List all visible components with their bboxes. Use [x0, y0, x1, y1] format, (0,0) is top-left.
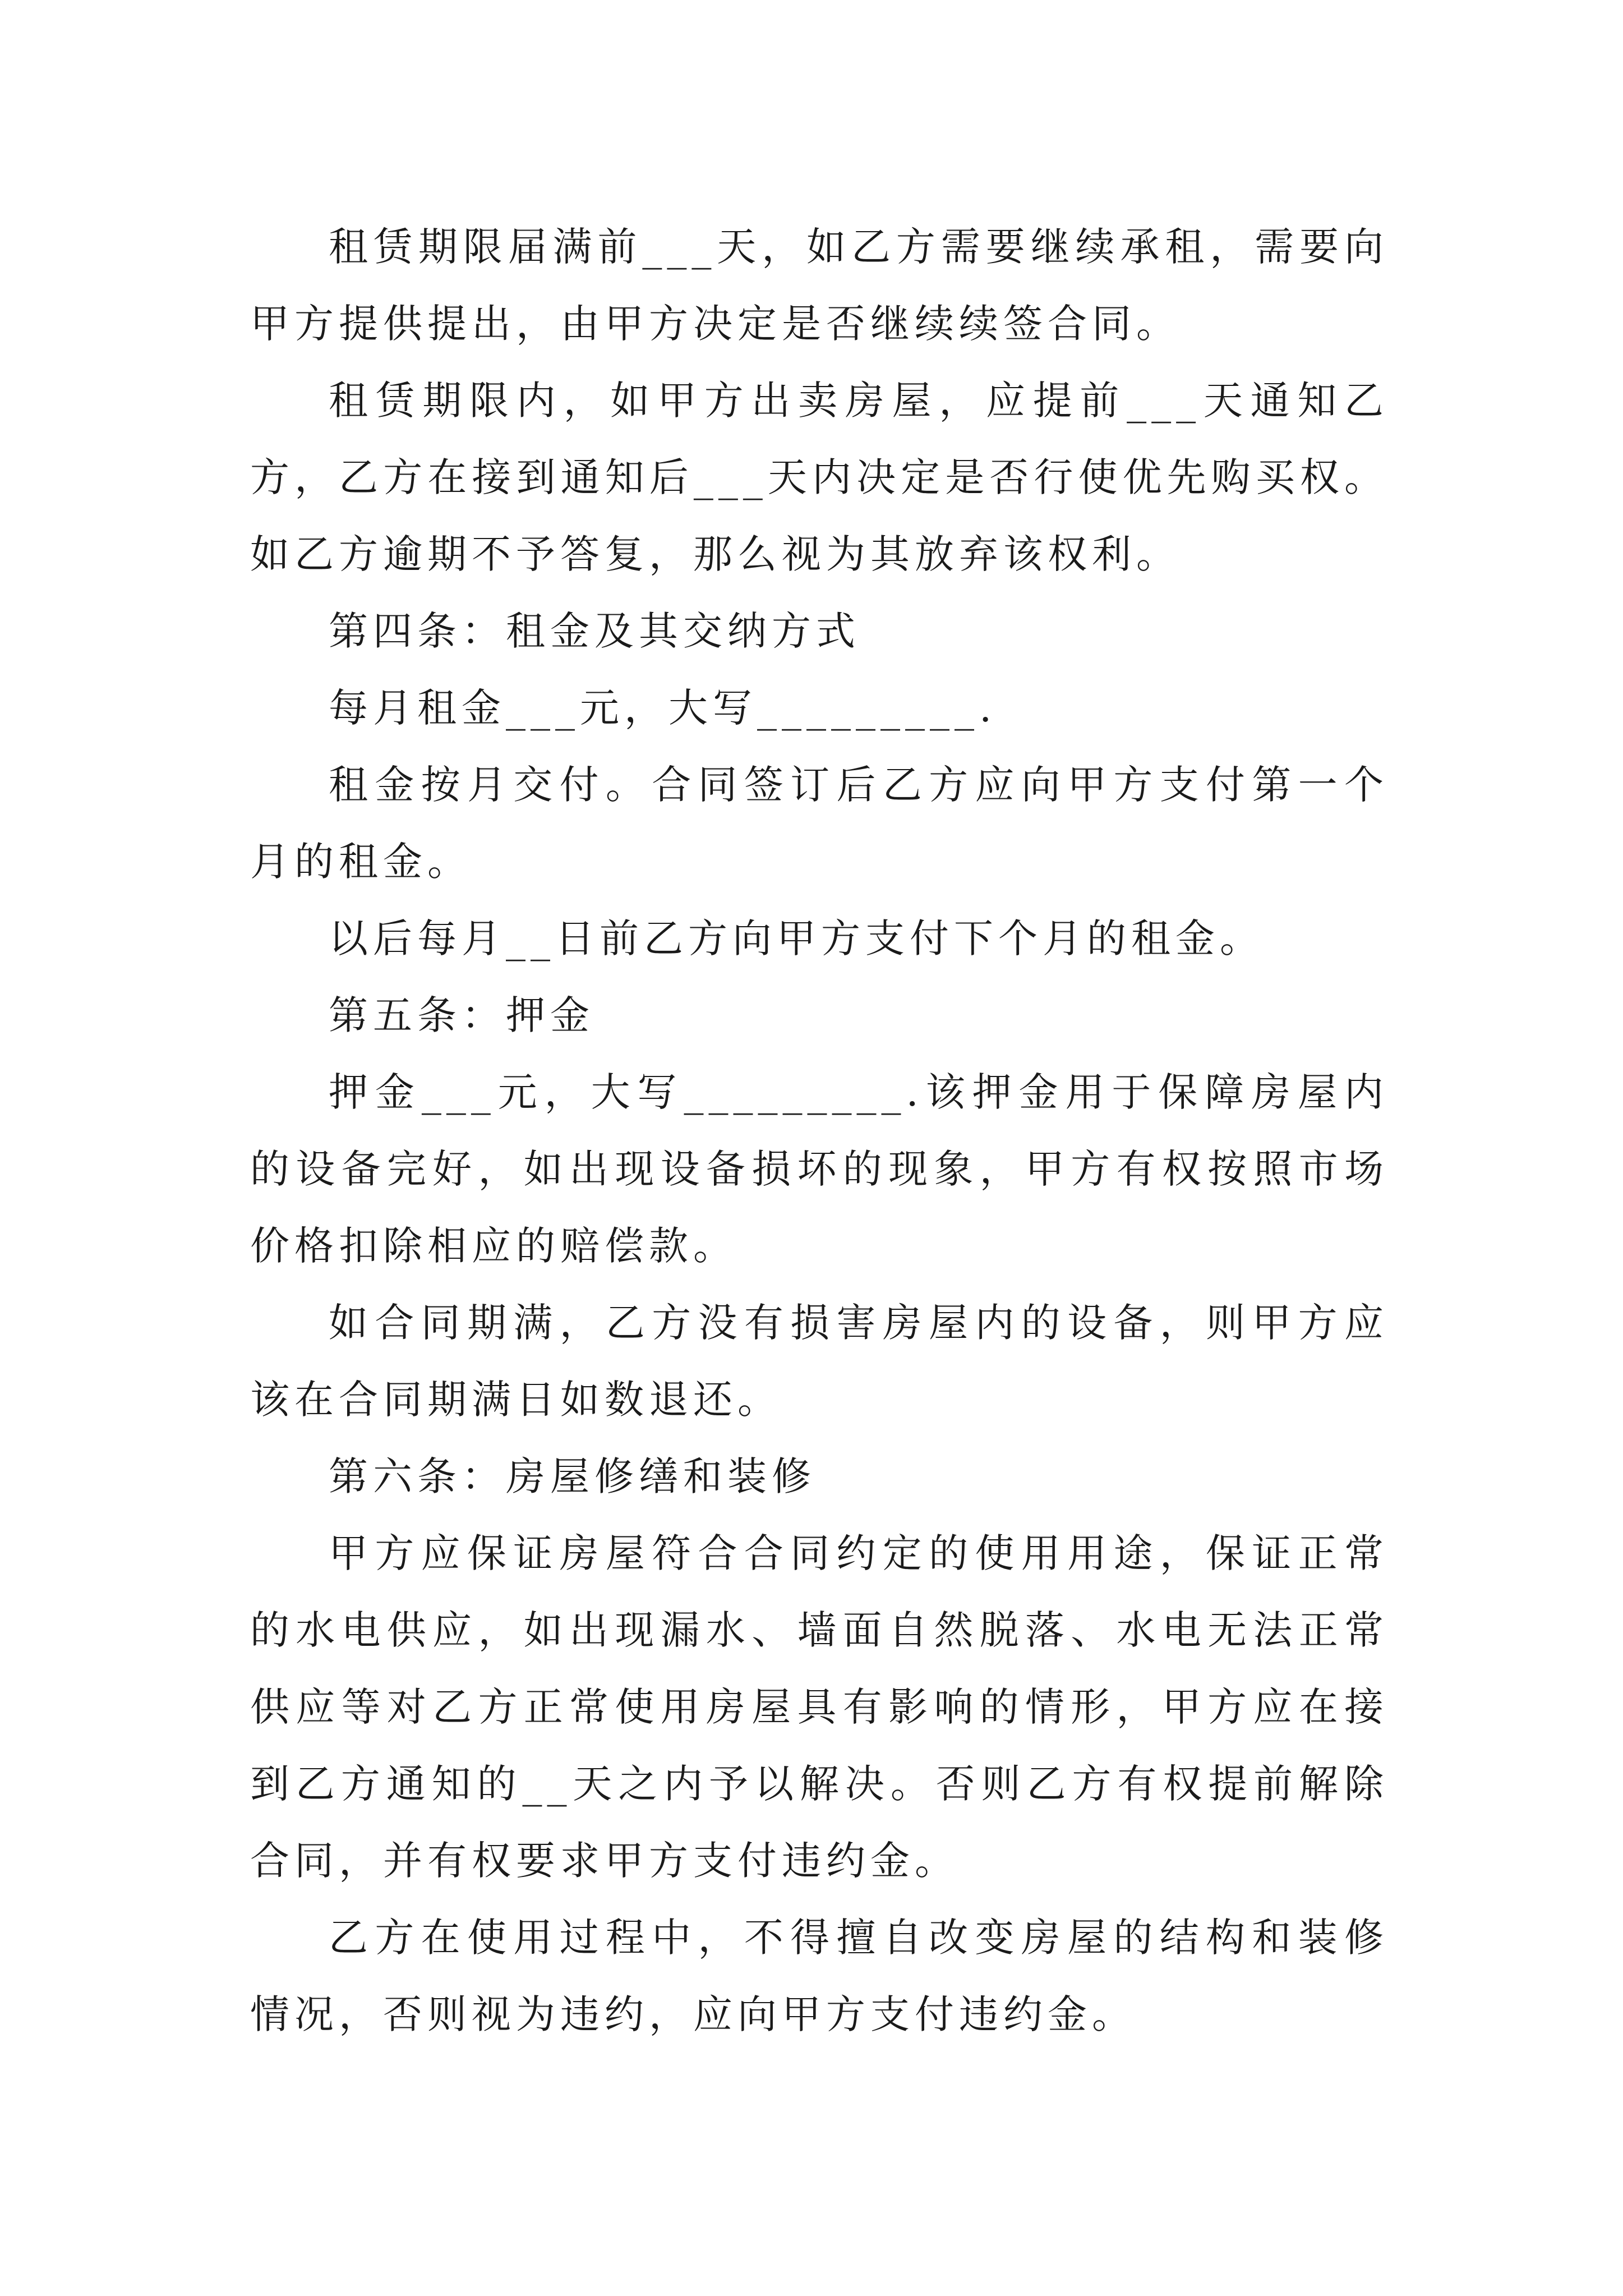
section-heading-rent: 第四条：租金及其交纳方式	[329, 608, 860, 654]
paragraph-preemptive-right: 租赁期限内，如甲方出卖房屋，应提前___天通知乙方，乙方在接到通知后___天内决定是否行使优先购买权。如乙方逾期不予答复，那么视为其放弃该权利。	[250, 378, 1389, 577]
paragraph-deposit-refund: 如合同期满，乙方没有损害房屋内的设备，则甲方应该在合同期满日如数退还。	[250, 1300, 1389, 1423]
paragraph-deposit-amount: 押金___元，大写_________.该押金用于保障房屋内的设备完好，如出现设备损坏的现象，甲方有权按照市场价格扣除相应的赔偿款。	[250, 1069, 1389, 1269]
paragraph-tenant-alteration: 乙方在使用过程中，不得擅自改变房屋的结构和装修情况，否则视为违约，应向甲方支付违约金。	[250, 1915, 1389, 2037]
paragraph-lease-renewal: 租赁期限届满前___天，如乙方需要继续承租，需要向甲方提供提出，由甲方决定是否继续续签合同。	[250, 224, 1389, 347]
paragraph-monthly-rent: 每月租金___元，大写_________.	[329, 685, 997, 731]
document-body	[250, 209, 1389, 2053]
paragraph-rent-schedule: 以后每月__日前乙方向甲方支付下个月的租金。	[329, 915, 1264, 961]
paragraph-rent-payment: 租金按月交付。合同签订后乙方应向甲方支付第一个月的租金。	[250, 762, 1389, 885]
paragraph-landlord-repair: 甲方应保证房屋符合合同约定的使用用途，保证正常的水电供应，如出现漏水、墙面自然脱落、水电无法正常供应等对乙方正常使用房屋具有影响的情形，甲方应在接到乙方通知的__天之内予以解决。否则乙方有权提前解除合同，并有权要求甲方支付违约金。	[250, 1530, 1389, 1884]
section-heading-deposit: 第五条：押金	[329, 992, 594, 1038]
section-heading-repair: 第六条：房屋修缮和装修	[329, 1453, 816, 1499]
